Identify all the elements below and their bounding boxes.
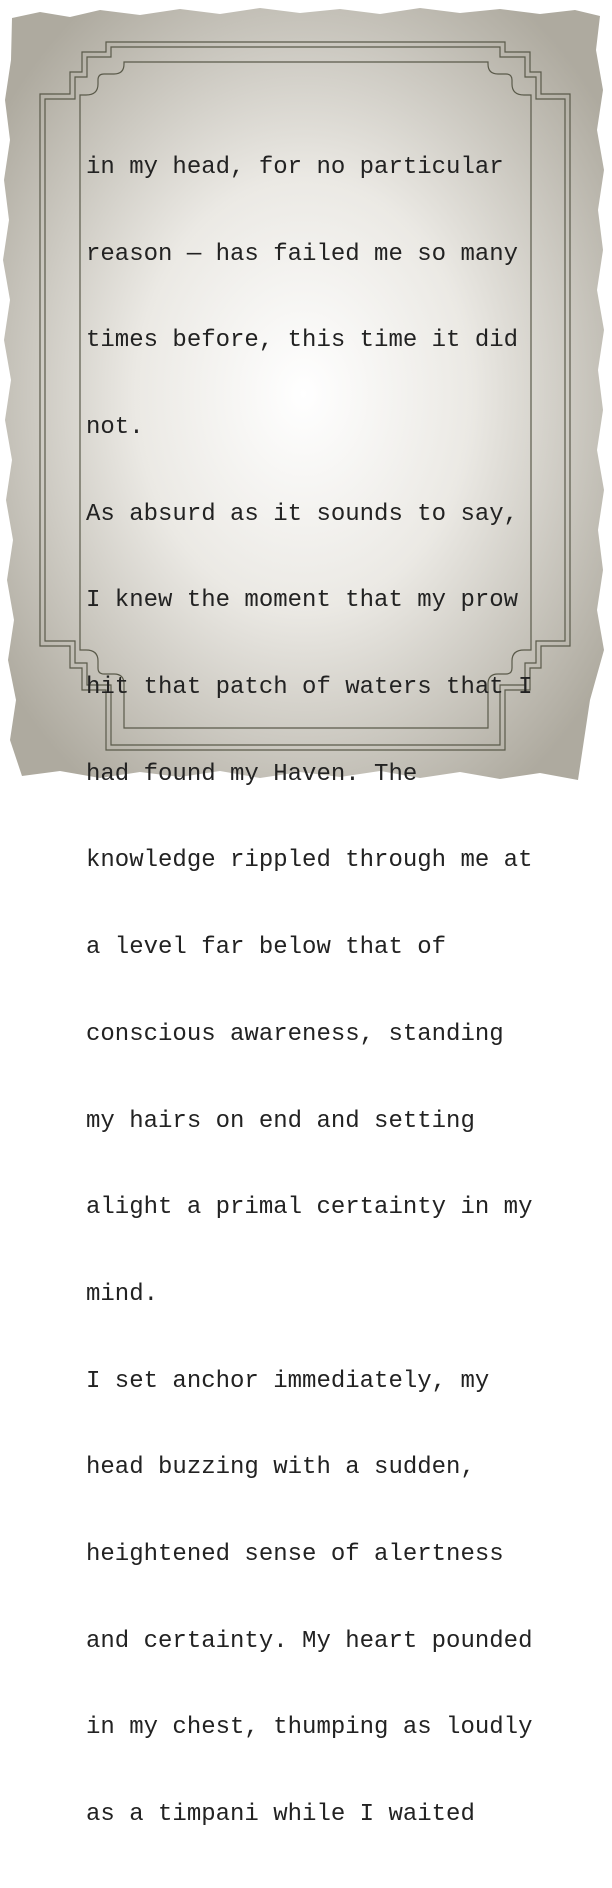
story-line: conscious awareness, standing <box>86 1020 504 1048</box>
story-line: as a timpani while I waited <box>86 1801 475 1829</box>
story-line: reason — has failed me so many <box>86 240 519 268</box>
story-line: alight a primal certainty in my <box>86 1194 533 1222</box>
story-line: my hairs on end and setting <box>86 1107 475 1135</box>
story-line: in my head, for no particular <box>86 153 504 181</box>
story-line: mind. <box>86 1280 159 1308</box>
story-line: a level far below that of <box>86 934 447 962</box>
story-line: and certainty. My heart pounded <box>86 1627 533 1655</box>
story-line: As absurd as it sounds to say, <box>86 500 519 528</box>
story-line: had found my Haven. The <box>86 760 418 788</box>
story-line: not. <box>86 413 144 441</box>
story-line: hit that patch of waters that I <box>86 674 533 702</box>
story-line: head buzzing with a sudden, <box>86 1454 475 1482</box>
story-text <box>86 96 556 1888</box>
story-line: knowledge rippled through me at <box>86 847 533 875</box>
story-line: I knew the moment that my prow <box>86 587 519 615</box>
story-line: in my chest, thumping as loudly <box>86 1714 533 1742</box>
story-line: heightened sense of alertness <box>86 1541 504 1569</box>
story-line: times before, this time it did <box>86 327 519 355</box>
story-line: I set anchor immediately, my <box>86 1367 490 1395</box>
